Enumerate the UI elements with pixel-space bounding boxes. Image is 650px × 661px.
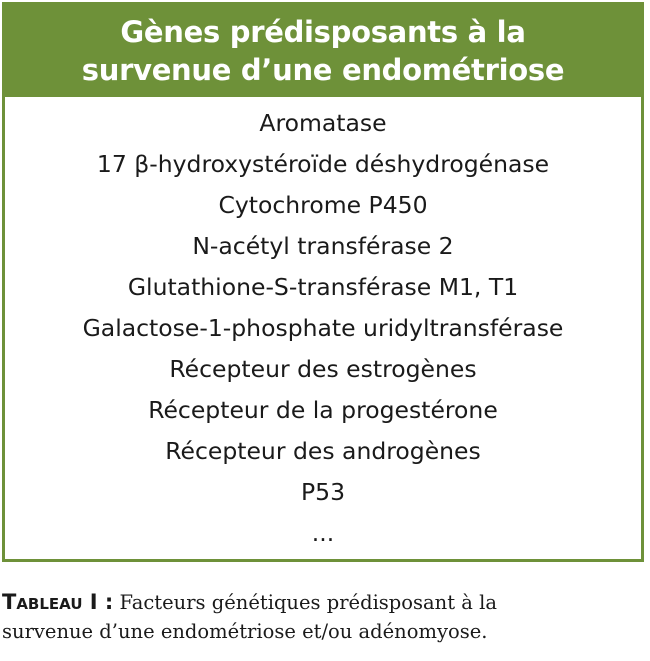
genes-table: [2, 2, 644, 562]
gene-item-galt: Galactose-1-phosphate uridyltransférase: [82, 314, 564, 342]
caption-label: Tableau I :: [2, 590, 114, 614]
table-header-line-2: survenue d’une endométriose: [81, 53, 565, 87]
gene-item-estrogen-receptor: Récepteur des estrogènes: [169, 355, 477, 383]
gene-item-progesterone-receptor: Récepteur de la progestérone: [148, 396, 498, 424]
gene-item-ellipsis: ...: [311, 519, 335, 547]
gene-item-n-acetyl-transferase-2: N-acétyl transférase 2: [192, 232, 454, 260]
gene-item-cytochrome-p450: Cytochrome P450: [218, 191, 428, 219]
table-header: [5, 5, 641, 97]
gene-item-glutathione-s-transferase: Glutathione-S-transférase M1, T1: [127, 273, 519, 301]
table-caption: [2, 588, 648, 646]
table-header-line-1: Gènes prédisposants à la: [120, 15, 526, 49]
gene-item-aromatase: Aromatase: [259, 109, 387, 137]
caption-text-line-1: Facteurs génétiques prédisposant à la: [113, 591, 497, 614]
table-body: [5, 97, 641, 554]
gene-item-17-beta-hsd: 17 β-hydroxystéroïde déshydrogénase: [96, 150, 550, 178]
caption-text-line-2: survenue d’une endométriose et/ou adénomyose.: [2, 620, 488, 643]
gene-item-p53: P53: [300, 478, 346, 506]
gene-item-androgen-receptor: Récepteur des androgènes: [165, 437, 481, 465]
